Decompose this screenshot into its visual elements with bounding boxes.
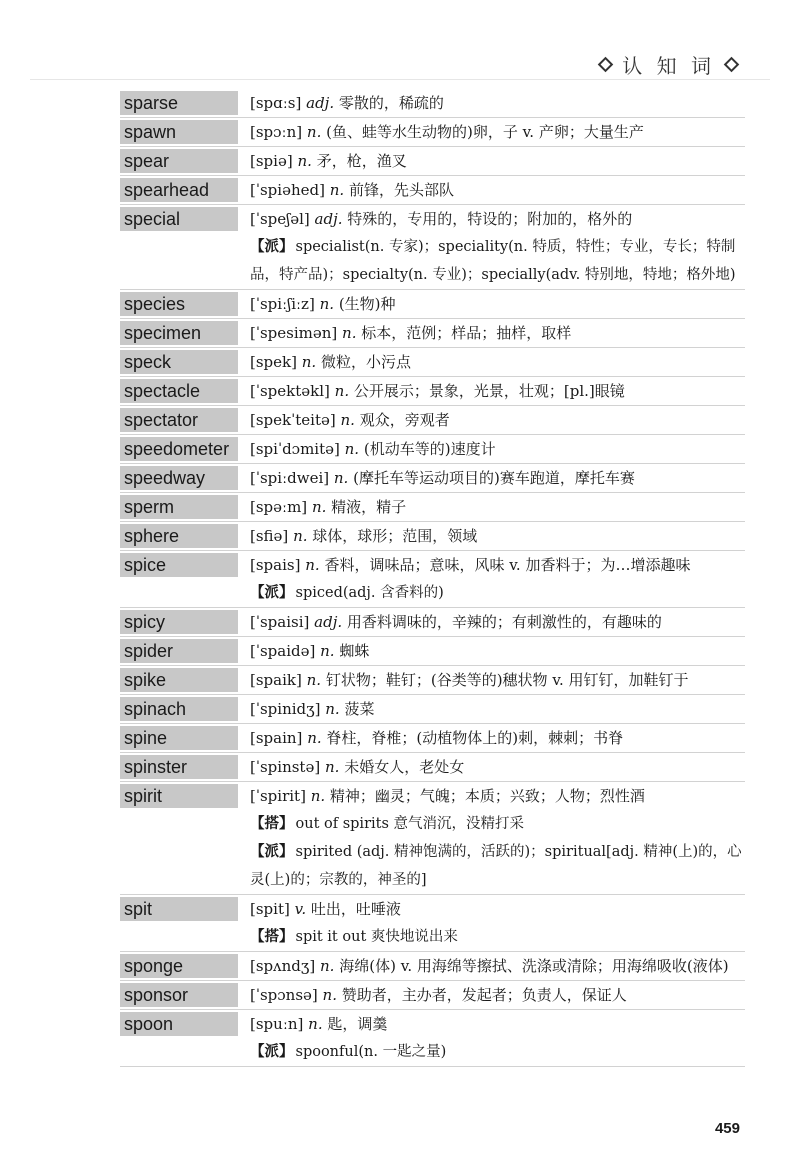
definition [250,290,745,318]
definition [250,464,745,492]
headword: spear [120,149,238,173]
entry-spirit [120,782,745,895]
headword: special [120,207,238,231]
definition [250,551,745,579]
entry-sponge [120,952,745,981]
definition [250,724,745,752]
entry-speck [120,348,745,377]
entry-line [120,551,745,579]
note-tag: 【派】 [250,584,294,601]
entry-specimen [120,319,745,348]
part-of-speech: n. [305,556,320,574]
note-text: out of spirits 意气消沉，没精打采 [295,816,525,832]
part-of-speech: n. [334,382,350,400]
note-tag: 【搭】 [250,928,294,945]
header-divider [30,79,770,80]
meaning: 赞助者，主办者，发起者；负责人，保证人 [341,986,627,1004]
headword: speedometer [120,437,238,461]
entry-line [120,724,745,752]
pronunciation: [ˈspiːʃiːz] [250,295,315,313]
entry-spinster [120,753,745,782]
definition [250,782,745,810]
entry-line [120,637,745,665]
pronunciation: [spɑːs] [250,94,302,112]
headword: spinster [120,755,238,779]
headword: spectacle [120,379,238,403]
meaning: 球体，球形；范围，领域 [312,527,478,545]
meaning: 微粒，小污点 [320,353,411,371]
part-of-speech: n. [329,181,345,199]
pronunciation: [spaik] [250,671,302,689]
definition [250,493,745,521]
headword: spine [120,726,238,750]
note-text: spoonful(n. 一匙之量) [295,1044,447,1060]
entry-sphere [120,522,745,551]
diamond-icon [598,57,614,73]
meaning: 矛，枪，渔叉 [316,152,407,170]
meaning: 公开展示；景象，光景，壮观；[pl.]眼镜 [353,382,625,400]
note-tag: 【搭】 [250,815,294,832]
part-of-speech: n. [322,986,337,1004]
meaning: 香料，调味品；意味，风味 v. 加香料于；为…增添趣味 [324,556,691,574]
definition [250,522,745,550]
pronunciation: [spiˈdɔmitə] [250,440,340,458]
pronunciation: [spekˈteitə] [250,411,336,429]
entry-line [120,435,745,463]
entry-note [250,923,745,951]
meaning: 钉状物；鞋钉；(谷类等的)穗状物 v. 用钉钉，加鞋钉于 [325,671,689,689]
definition [250,406,745,434]
headword: sphere [120,524,238,548]
headword: speck [120,350,238,374]
meaning: 特殊的，专用的，特设的；附加的，格外的 [347,210,633,228]
entry-line [120,89,745,117]
pronunciation: [ˈspinidʒ] [250,700,321,718]
page-header [595,50,742,79]
headword: sperm [120,495,238,519]
entry-speedway [120,464,745,493]
diamond-icon [724,57,740,73]
part-of-speech: n. [307,729,322,747]
entry-line [120,205,745,233]
definition [250,695,745,723]
part-of-speech: n. [319,295,335,313]
note-text: spit it out 爽快地说出来 [295,929,458,945]
entry-note [250,810,745,838]
entry-spider [120,637,745,666]
headword: spawn [120,120,238,144]
section-title: 认 知 词 [622,54,715,78]
part-of-speech: adj. [314,613,343,631]
entry-line [120,377,745,405]
meaning: 观众，旁观者 [359,411,450,429]
definition [250,895,745,923]
note-text: spirited (adj. 精神饱满的，活跃的)；spiritual[adj. 精神(上)的，心灵(上)的；宗教的，神圣的] [250,844,742,888]
meaning: (摩托车等运动项目的)赛车跑道，摩托车赛 [353,469,635,487]
definition [250,952,745,980]
entry-spear [120,147,745,176]
pronunciation: [ˈspiːdwei] [250,469,330,487]
entry-line [120,782,745,810]
part-of-speech: adj. [306,94,335,112]
part-of-speech: n. [324,758,340,776]
meaning: (鱼、蛙等水生动物的)卵，子 v. 产卵；大量生产 [326,123,644,141]
entry-spectacle [120,377,745,406]
entry-line [120,695,745,723]
meaning: 前锋，先头部队 [348,181,454,199]
headword: spinach [120,697,238,721]
entry-spinach [120,695,745,724]
part-of-speech: n. [342,324,357,342]
definition [250,1010,745,1038]
part-of-speech: n. [320,957,335,975]
pronunciation: [ˈspinstə] [250,758,321,776]
entry-line [120,118,745,146]
definition [250,637,745,665]
part-of-speech: n. [340,411,355,429]
entry-spike [120,666,745,695]
definition [250,319,745,347]
entry-line [120,1010,745,1038]
entry-sponsor [120,981,745,1010]
pronunciation: [sfiə] [250,527,289,545]
headword: spirit [120,784,238,808]
definition [250,205,745,233]
pronunciation: [ˈspaidə] [250,642,316,660]
part-of-speech: n. [306,671,322,689]
entry-line [120,176,745,204]
definition [250,435,745,463]
headword: specimen [120,321,238,345]
meaning: 标本，范例；样品；抽样，取样 [361,324,572,342]
part-of-speech: n. [310,787,326,805]
headword: spider [120,639,238,663]
meaning: 零散的，稀疏的 [338,94,444,112]
part-of-speech: n. [306,123,322,141]
pronunciation: [ˈspektəkl] [250,382,330,400]
entry-spine [120,724,745,753]
headword: sparse [120,91,238,115]
pronunciation: [spek] [250,353,297,371]
entry-note [250,838,745,894]
entry-spectator [120,406,745,435]
entry-line [120,493,745,521]
entry-note [250,579,745,607]
entry-spoon [120,1010,745,1067]
meaning: 海绵(体) v. 用海绵等擦拭、洗涤或清除；用海绵吸收(液体) [339,957,729,975]
definition [250,981,745,1009]
part-of-speech: n. [297,152,312,170]
meaning: 蜘蛛 [339,642,370,660]
definition [250,176,745,204]
part-of-speech: n. [325,700,340,718]
page-number: 459 [714,1120,740,1137]
headword: speedway [120,466,238,490]
meaning: 吐出，吐唾液 [310,900,401,918]
meaning: 匙，调羹 [327,1015,388,1033]
entry-line [120,319,745,347]
entry-line [120,952,745,980]
part-of-speech: n. [293,527,308,545]
entry-spawn [120,118,745,147]
meaning: (生物)种 [338,295,396,313]
note-tag: 【派】 [250,1043,294,1060]
meaning: 精神；幽灵；气魄；本质；兴致；人物；烈性酒 [329,787,645,805]
entry-line [120,666,745,694]
entry-note [250,1038,745,1066]
pronunciation: [ˈspeʃəl] [250,210,310,228]
headword: spoon [120,1012,238,1036]
entry-line [120,348,745,376]
entry-line [120,608,745,636]
entry-spicy [120,608,745,637]
part-of-speech: n. [308,1015,323,1033]
entry-line [120,147,745,175]
entry-list [120,89,745,1067]
headword: spike [120,668,238,692]
pronunciation: [spais] [250,556,301,574]
part-of-speech: n. [320,642,335,660]
meaning: 用香料调味的，辛辣的；有刺激性的，有趣味的 [346,613,662,631]
entry-sparse [120,89,745,118]
entry-line [120,895,745,923]
headword: spicy [120,610,238,634]
note-text: spiced(adj. 含香料的) [295,585,444,601]
entry-line [120,981,745,1009]
headword: spearhead [120,178,238,202]
pronunciation: [spɔːn] [250,123,303,141]
entry-spit [120,895,745,952]
entry-speedometer [120,435,745,464]
definition [250,348,745,376]
headword: sponsor [120,983,238,1007]
meaning: 脊柱，脊椎；(动植物体上的)刺，棘刺；书脊 [326,729,624,747]
entry-spice [120,551,745,608]
part-of-speech: n. [333,469,349,487]
definition [250,147,745,175]
definition [250,753,745,781]
entry-line [120,753,745,781]
definition [250,608,745,636]
headword: spice [120,553,238,577]
part-of-speech: n. [344,440,360,458]
entry-sperm [120,493,745,522]
pronunciation: [spʌndʒ] [250,957,316,975]
pronunciation: [ˈspirit] [250,787,306,805]
meaning: 未婚女人，老处女 [344,758,465,776]
pronunciation: [spit] [250,900,290,918]
meaning: 菠菜 [344,700,375,718]
definition [250,666,745,694]
pronunciation: [spuːn] [250,1015,304,1033]
note-tag: 【派】 [250,238,294,255]
entry-special [120,205,745,290]
part-of-speech: adj. [314,210,343,228]
entry-line [120,406,745,434]
pronunciation: [spiə] [250,152,293,170]
headword: spit [120,897,238,921]
entry-line [120,464,745,492]
headword: spectator [120,408,238,432]
meaning: (机动车等的)速度计 [363,440,496,458]
pronunciation: [spəːm] [250,498,308,516]
entry-note [250,233,745,289]
part-of-speech: v. [294,900,307,918]
part-of-speech: n. [311,498,327,516]
pronunciation: [ˈspɔnsə] [250,986,318,1004]
meaning: 精液，精子 [331,498,407,516]
part-of-speech: n. [301,353,317,371]
pronunciation: [ˈspaisi] [250,613,310,631]
note-text: specialist(n. 专家)；speciality(n. 特质，特性；专业，专长；特制品，特产品)；specialty(n. 专业)；specially(adv. 特别地，特地；格外地) [250,239,736,283]
entry-line [120,290,745,318]
pronunciation: [ˈspiəhed] [250,181,325,199]
headword: species [120,292,238,316]
definition [250,89,745,117]
note-tag: 【派】 [250,843,294,860]
headword: sponge [120,954,238,978]
pronunciation: [spain] [250,729,303,747]
entry-spearhead [120,176,745,205]
definition [250,118,745,146]
entry-species [120,290,745,319]
entry-line [120,522,745,550]
definition [250,377,745,405]
pronunciation: [ˈspesimən] [250,324,338,342]
